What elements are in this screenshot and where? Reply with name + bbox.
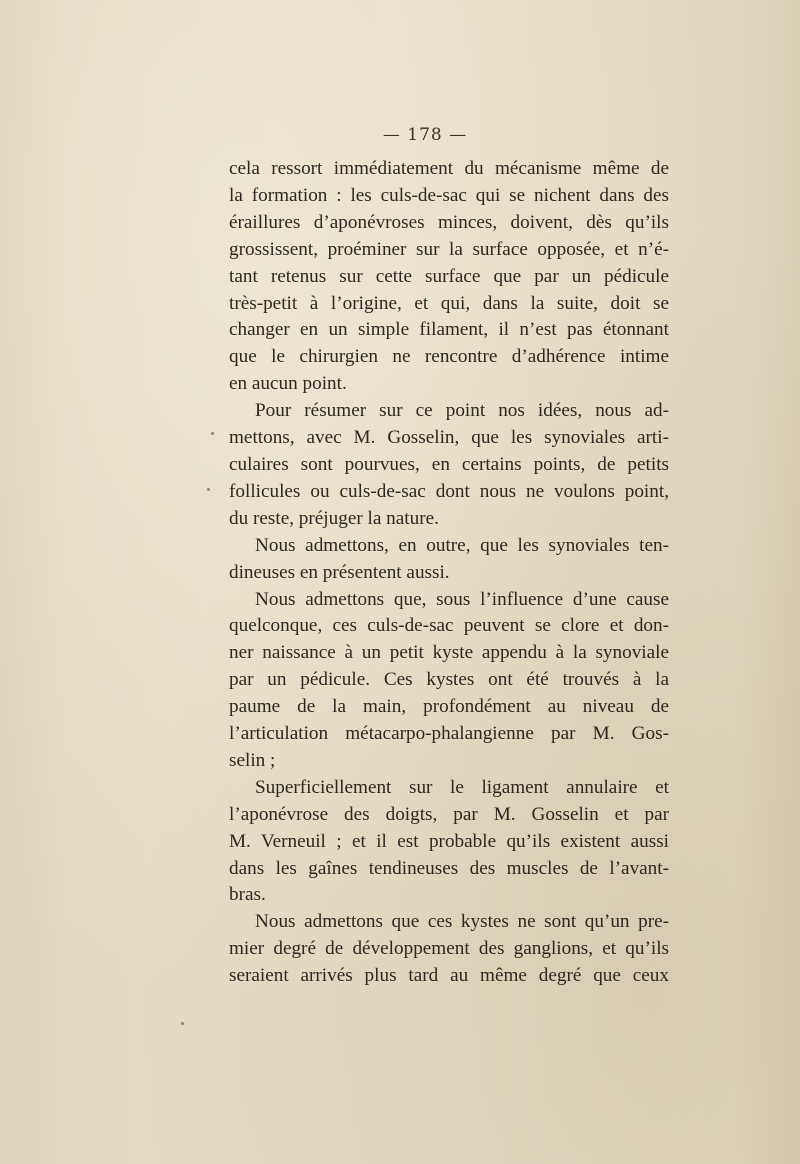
text-line: en aucun point. [229, 373, 347, 395]
text-line: paume de la main, profondément au niveau de [229, 696, 669, 718]
paragraph-2 [229, 398, 669, 533]
text-line: culaires sont pourvues, en certains points, de petits [229, 453, 669, 475]
text-line: du reste, préjuger la nature. [229, 507, 439, 529]
text-line: éraillures d’aponévroses minces, doivent, dès qu’ils [229, 211, 669, 233]
paragraph-4 [229, 587, 669, 775]
text-line: seraient arrivés plus tard au même degré que ceux [229, 965, 669, 987]
paragraph-6 [229, 909, 669, 990]
text-line: Superficiellement sur le ligament annulaire et [255, 776, 669, 798]
text-line: dineuses en présentent aussi. [229, 561, 450, 583]
text-line: dans les gaînes tendineuses des muscles de l’avant- [229, 857, 669, 879]
text-line: par un pédicule. Ces kystes ont été trouvés à la [229, 669, 669, 691]
body-text [229, 156, 669, 990]
paper-speck [207, 488, 210, 491]
text-line: Nous admettons, en outre, que les synoviales ten- [255, 534, 669, 556]
text-line: selin ; [229, 749, 276, 771]
text-line: mettons, avec M. Gosselin, que les synoviales arti- [229, 427, 669, 449]
text-line: quelconque, ces culs-de-sac peuvent se clore et don- [229, 615, 669, 637]
text-line: grossissent, proéminer sur la surface opposée, et n’é- [229, 238, 669, 260]
text-line: cela ressort immédiatement du mécanisme même de [229, 158, 669, 179]
paragraph-5 [229, 775, 669, 910]
text-line: mier degré de développement des ganglions, et qu’ils [229, 938, 669, 960]
paragraph-1 [229, 156, 669, 398]
text-line: l’aponévrose des doigts, par M. Gosselin et par [229, 803, 669, 825]
paper-speck [211, 432, 214, 435]
text-line: Nous admettons que ces kystes ne sont qu’un pre- [255, 911, 669, 933]
text-line: ner naissance à un petit kyste appendu à la synoviale [229, 642, 669, 664]
text-line: l’articulation métacarpo-phalangienne par M. Gos- [229, 723, 669, 745]
paragraph-3 [229, 533, 669, 587]
text-line: Nous admettons que, sous l’influence d’une cause [255, 588, 669, 610]
text-line: très-petit à l’origine, et qui, dans la suite, doit se [229, 292, 669, 314]
paper-speck [181, 1022, 184, 1025]
text-line: changer en un simple filament, il n’est pas étonnant [229, 319, 669, 341]
text-line: follicules ou culs-de-sac dont nous ne voulons point, [229, 480, 669, 502]
text-line: bras. [229, 884, 266, 906]
text-line: que le chirurgien ne rencontre d’adhérence intime [229, 346, 669, 368]
text-line: la formation : les culs-de-sac qui se nichent dans des [229, 184, 669, 206]
text-line: Pour résumer sur ce point nos idées, nous ad- [255, 400, 669, 422]
page-number: — 178 — [382, 125, 468, 145]
text-line: tant retenus sur cette surface que par un pédicule [229, 265, 669, 287]
text-line: M. Verneuil ; et il est probable qu’ils existent aussi [229, 830, 669, 852]
